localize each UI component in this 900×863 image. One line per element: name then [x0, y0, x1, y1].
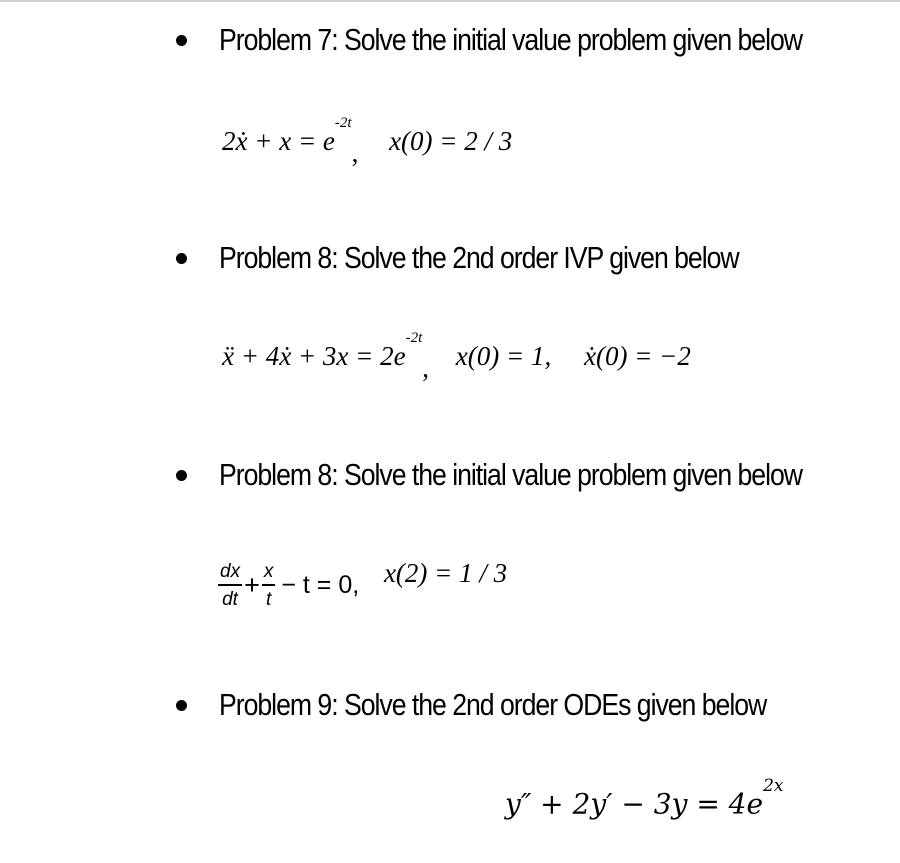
frac-1-denominator: dt [222, 588, 238, 610]
problem-9-heading: Problem 9: Solve the 2nd order ODEs given below [219, 687, 767, 722]
problem-8a-condition-2: ẋ(0) = −2 [583, 341, 691, 371]
bullet-icon [176, 253, 187, 264]
problem-8b-tail: − t = 0, [281, 570, 360, 599]
top-rule [0, 0, 900, 2]
problem-7-separator: , [351, 138, 359, 168]
problem-9-exponent: 2x [763, 776, 784, 796]
frac-1-numerator: dx [220, 561, 241, 582]
problem-8a-lhs: ẍ + 4ẋ + 3x = 2e [222, 341, 406, 371]
problem-7-equation [222, 115, 513, 168]
dx-dt-fraction [218, 562, 242, 609]
problem-7-heading-row [176, 22, 897, 58]
frac-2-denominator: t [265, 588, 272, 610]
problem-8a-heading-row [176, 240, 823, 276]
problem-8a-exponent: -2t [405, 330, 423, 346]
problem-7-heading: Problem 7: Solve the initial value problem given below [219, 22, 802, 57]
problem-8b-condition: x(2) = 1 / 3 [383, 558, 508, 588]
problem-8b-equation [218, 558, 508, 610]
bullet-icon [176, 470, 187, 481]
problem-8a-condition-1: x(0) = 1, [455, 341, 552, 371]
problem-7-exponent: -2t [334, 115, 352, 131]
frac-2-numerator: x [263, 561, 274, 582]
problem-7-condition: x(0) = 2 / 3 [389, 126, 513, 156]
problem-8a-equation [222, 330, 691, 383]
bullet-icon [176, 700, 187, 711]
problem-9-lhs: y″ + 2y′ − 3y = 4e [505, 787, 764, 821]
problem-9-heading-row [176, 687, 855, 723]
problem-8a-heading: Problem 8: Solve the 2nd order IVP given below [219, 240, 739, 275]
problem-8a-separator: , [422, 353, 430, 383]
problem-8b-heading: Problem 8: Solve the initial value problem given below [219, 457, 802, 492]
problem-8b-heading-row [176, 457, 897, 493]
plus-sign: + [244, 569, 260, 600]
problem-9-equation [505, 776, 784, 821]
problem-7-lhs: 2ẋ + x = e [222, 126, 335, 156]
bullet-icon [176, 35, 187, 46]
x-t-fraction [262, 562, 276, 609]
